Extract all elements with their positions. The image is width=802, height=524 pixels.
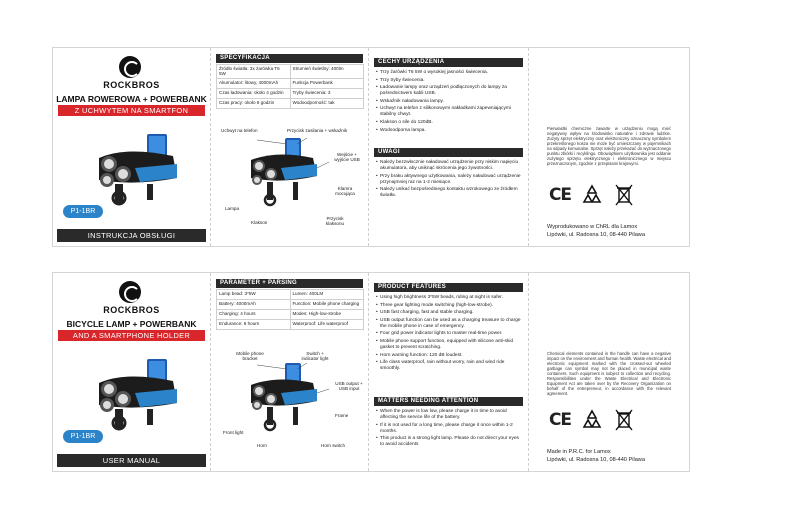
address-line: Lipówki, ul. Radosna 10, 08-440 Pilawa (547, 456, 645, 463)
spec-table (216, 289, 364, 330)
list-item: • Mobile phone support function, equipped with silicone anti-skid gasket to prevent scratching. (376, 339, 522, 351)
cover-panel (53, 273, 211, 471)
list-item: • USB fast charging, fast and stable charging. (376, 310, 522, 316)
label-horn: Klakson (251, 220, 268, 225)
label-mount: Klamra mocująca (335, 186, 355, 197)
lamp-diagram-image (237, 134, 337, 218)
label-lamp: Lampa (225, 206, 240, 211)
manual-sheet-english (52, 272, 690, 472)
rockbros-logo-icon (119, 56, 141, 78)
list-item: • Three gear lighting mode switching (high-low-strobe). (376, 303, 522, 309)
lamp-diagram-image (237, 359, 337, 443)
recycle-icon (579, 182, 605, 208)
table-row (217, 310, 364, 320)
spec-cell: Lamp bead: 3*5W (217, 290, 291, 300)
list-item: • Należy bezzwłocznie naładować urządzenie przy niskim napięciu akumulatora, aby uniknąć skrócenia jego żywotności. (376, 160, 522, 172)
spec-cell: Endurance: 6 hours (217, 320, 291, 330)
spec-table (216, 64, 364, 109)
list-item: • Four grid power indicator lights to master real-time power. (376, 331, 522, 337)
spec-panel (211, 48, 369, 246)
list-item: • Trzy tryby świecenia. (376, 78, 522, 84)
label-horn-switch: Horn switch (321, 443, 345, 448)
manual-sheet-polish (52, 47, 690, 247)
table-row (217, 290, 364, 300)
spec-cell: Modes: High-low-strobe (290, 310, 364, 320)
features-list (376, 70, 522, 135)
brand-name: ROCKBROS (103, 80, 160, 90)
certification-marks (547, 407, 667, 433)
label-ports: USB output + USB input (335, 381, 363, 392)
label-switch: Switch + indicator light (301, 351, 329, 362)
list-item: • Using high brightness 3*5W beads, riding at night is safer. (376, 295, 522, 301)
product-title: LAMPA ROWEROWA + POWERBANK (56, 94, 207, 104)
spec-cell: Funkcja Powerbank (290, 78, 364, 88)
spec-cell: Function: Mobile phone charging (290, 300, 364, 310)
label-phone-holder: Mobile phone bracket (236, 351, 264, 362)
spec-cell: Źródło światła: 3x żarówka T6 5W (217, 65, 291, 79)
ce-mark-icon: CE (548, 410, 572, 430)
notes-header: MATTERS NEEDING ATTENTION (374, 397, 523, 406)
features-header: PRODUCT FEATURES (374, 283, 523, 292)
table-row (217, 65, 364, 79)
list-item: • Klakson o sile do 120dB. (376, 120, 522, 126)
table-row (217, 88, 364, 98)
list-item: • Wodoodporna lampa. (376, 128, 522, 134)
certification-marks (547, 182, 667, 208)
rockbros-logo-icon (119, 281, 141, 303)
features-header: CECHY URZĄDZENIA (374, 58, 523, 67)
spec-cell: Tryby świecenia: 3 (290, 88, 364, 98)
spec-header: PARAMETER + PARSING (216, 279, 363, 288)
list-item: • Przy braku aktywnego użytkowania, należy naładować urządzenie przynajmniej raz na 1-2 miesiące. (376, 174, 522, 186)
features-panel (369, 273, 529, 471)
crossed-bin-icon (611, 182, 637, 208)
label-ports: Wejście + wyjście USB (334, 152, 360, 163)
made-in-line: Wyprodukowano w ChRL dla Lamox (547, 224, 638, 230)
lamp-product-image (85, 353, 195, 433)
made-in-line: Made in P.R.C. for Lamox (547, 449, 611, 455)
label-power-button: Przycisk zasilania + wskaźnik (287, 128, 348, 133)
spec-panel (211, 273, 369, 471)
list-item: • Trzy żarówki T6 5W o wysokiej jasności świecenia. (376, 70, 522, 76)
manufacturer-info (547, 449, 681, 464)
spec-cell: Strumień świetlny: 400lm (290, 65, 364, 79)
model-badge: P1-1BR (63, 205, 103, 218)
spec-cell: Akumulator: litowy, 4000mAh (217, 78, 291, 88)
list-item: • If it is not used for a long time, please charge it once within 1-2 months. (376, 423, 522, 435)
manual-footer: INSTRUKCJA OBSŁUGI (57, 229, 206, 242)
spec-cell: Wodoodporność: tak (290, 98, 364, 108)
list-item: • USB output function can be used as a charging treasure to charge the mobile phone in case of emergency. (376, 318, 522, 330)
label-horn: Horn (257, 443, 267, 448)
list-item: • When the power is low low, please charge it in time to avoid affecting the service life of the battery. (376, 409, 522, 421)
label-front-light: Front light (223, 430, 244, 435)
list-item: • Ładowanie lampy oraz urządzeń podłączonych do lampy za pośrednictwem kabli USB. (376, 85, 522, 97)
cover-panel (53, 48, 211, 246)
spec-cell: Lumen: 400LM (290, 290, 364, 300)
product-subtitle: Z UCHWYTEM NA SMARTFON (58, 105, 205, 116)
back-panel (529, 48, 689, 246)
model-badge: P1-1BR (63, 430, 103, 443)
label-frame: Frame (335, 413, 349, 418)
table-row (217, 98, 364, 108)
lamp-product-image (85, 128, 195, 208)
product-subtitle: AND A SMARTPHONE HOLDER (58, 330, 205, 341)
disposal-text: Chemical elements contained in the handle can have a negative impact on the environment and human health. Waste electrical and electronic equipment marked with the crossed-out wheeled garbage can symbol may not be placed in municipal waste containers. Such equipment is subject to collection and recycling. Responsibilities under the Waste Electrical and Electronic Equipment Act are taken over by the Recovery Organization on behalf of the entrepreneur, in accordance with the relevant agreement. (547, 351, 671, 396)
spec-cell: Czas pracy: około 6 godzin (217, 98, 291, 108)
list-item: • Uchwyt na telefon z silikonowymi nakładkami zapewniającymi stabilny chwyt. (376, 106, 522, 118)
manufacturer-info (547, 224, 681, 239)
ce-mark-icon: CE (548, 185, 572, 205)
list-item: • Horn warning function: 120 dB loudest. (376, 353, 522, 359)
address-line: Lipówki, ul. Radosna 10, 08-440 Pilawa (547, 231, 645, 238)
features-list (376, 295, 522, 374)
recycle-icon (579, 407, 605, 433)
spec-cell: Charging: 4 hours (217, 310, 291, 320)
label-phone-holder: Uchwyt na telefon (221, 128, 258, 133)
spec-cell: Waterproof: Life waterproof (290, 320, 364, 330)
list-item: • Wskaźnik naładowania lampy. (376, 99, 522, 105)
manual-footer: USER MANUAL (57, 454, 206, 467)
spec-cell: Czas ładowania: około 4 godzin (217, 88, 291, 98)
disposal-text: Pierwiastki chemiczne zawarte w urządzeniu mogą mieć negatywny wpływ na środowisko naturalne i zdrowie ludzkie. Zużyty sprzęt elektryczny oraz elektroniczny oznaczony symbolem przekreślonego kosza nie może być umieszczany w pojemnikach na odpady komunalne. Sprzęt należy przekazać do wyznaczonego punktu zbiórki i recyklingu. Obowiązkiem użytkownika jest oddanie zużytego sprzętu elektrycznego i elektronicznego w miejscu przeznaczonym, zgodnie z przepisami krajowymi. (547, 126, 671, 166)
list-item: • This product is a strong light lamp. Please do not direct your eyes to avoid accidents (376, 436, 522, 448)
crossed-bin-icon (611, 407, 637, 433)
notes-list (376, 160, 522, 201)
features-panel (369, 48, 529, 246)
table-row (217, 78, 364, 88)
product-title: BICYCLE LAMP + POWERBANK (66, 319, 197, 329)
list-item: • Należy unikać bezpośredniego kontaktu wzrokowego ze źródłem światła. (376, 187, 522, 199)
notes-header: UWAGI (374, 148, 523, 157)
table-row (217, 300, 364, 310)
back-panel (529, 273, 689, 471)
table-row (217, 320, 364, 330)
notes-list (376, 409, 522, 450)
spec-cell: Battery: 4000mAh (217, 300, 291, 310)
list-item: • Life class waterproof, rain without worry, rain and wind ride smoothly. (376, 360, 522, 372)
label-horn-button: Przycisk klaksonu (325, 216, 345, 227)
brand-name: ROCKBROS (103, 305, 160, 315)
spec-header: SPECYFIKACJA (216, 54, 363, 63)
